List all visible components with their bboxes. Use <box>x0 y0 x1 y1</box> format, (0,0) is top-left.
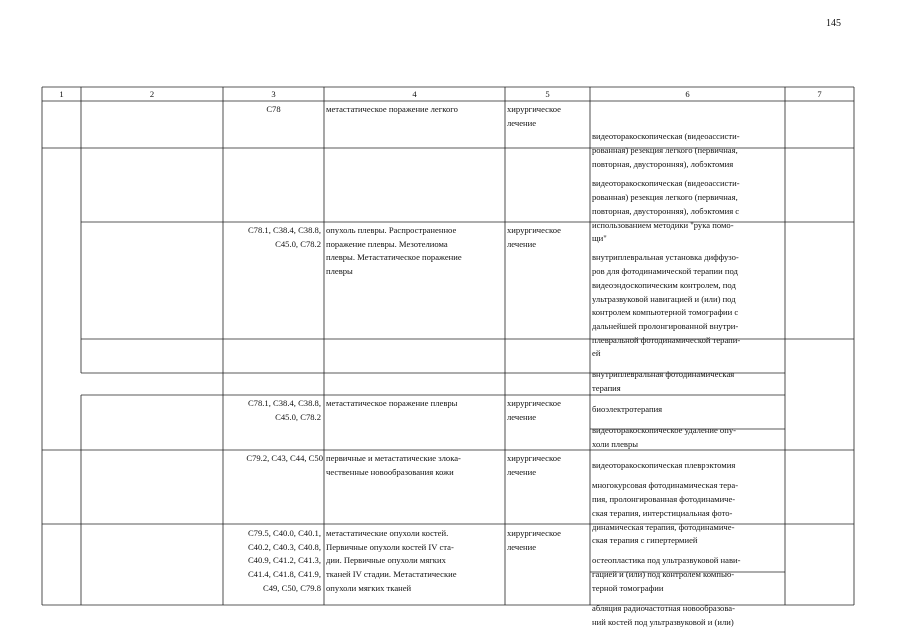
row-2-method-2: внутриплевральная фотодинамическая терапия <box>592 369 735 394</box>
row-4-diagnosis: первичные и метастатические злока- чественные новообразования кожи <box>326 453 461 477</box>
row-1-method-1: видеоторакоскопическая (видеоассисти- рованная) резекция легкого (первичная, повторная, двусторонняя), лобэктомия <box>592 131 740 169</box>
row-2-treatment: хирургическое лечение <box>507 225 561 249</box>
column-header-2: 2 <box>149 89 155 99</box>
row-1-treatment: хирургическое лечение <box>507 104 561 128</box>
row-3-codes: C78.1, C38.4, C38.8, C45.0, C78.2 <box>247 398 321 422</box>
row-2-method-1: внутриплевральная установка диффузо- ров для фотодинамической терапии под видеоэндоскопическим контролем, под ультразвуковой навигацией и (или) под контролем компьютерной томографии с дальнейшей пролонгированной внутри- плевральной фотодинамической терапи- ей <box>592 252 741 359</box>
row-3-method-2: видеоторакоскопическая плеврэктомия <box>592 460 736 471</box>
row-5-method-2: абляция радиочастотная новообразова- ний костей под ультразвуковой и (или) <box>592 603 735 628</box>
row-1-method-2: видеоторакоскопическая (видеоассисти- рованная) резекция легкого (первичная, повторная, двусторонняя), лобэктомия с использованием методики "рука помо- щи" <box>592 178 740 244</box>
column-header-5: 5 <box>545 89 550 99</box>
row-1-codes: C78 <box>266 104 281 114</box>
column-header-6: 6 <box>685 89 690 99</box>
row-3-treatment: хирургическое лечение <box>507 398 561 422</box>
row-5-treatment: хирургическое лечение <box>507 528 561 552</box>
row-5-diagnosis: метастатические опухоли костей. Первичные опухоли костей IV ста- дии. Первичные опухоли мягких тканей IV стадии. Метастатические опухоли мягких тканей <box>326 528 457 593</box>
row-5-codes: C79.5, C40.0, C40.1, C40.2, C40.3, C40.8, C40.9, C41.2, C41.3, C41.4, C41.8, C41.9, C49, C50, C79.8 <box>247 528 321 593</box>
row-3-method-1: видеоторакоскопическое удаление опу- холи плевры <box>592 425 736 450</box>
column-header-1: 1 <box>59 89 64 99</box>
row-3-diagnosis: метастатическое поражение плевры <box>326 398 458 408</box>
page-number: 145 <box>826 18 841 29</box>
row-5-method-1: остеопластика под ультразвуковой нави- гацией и (или) под контролем компью- терной томографии <box>592 555 741 593</box>
row-2-method-3: биоэлектротерапия <box>592 404 663 415</box>
row-4-method-1: многокурсовая фотодинамическая тера- пия, пролонгированная фотодинамиче- ская терапия, интерстициальная фото- динамическая терапия, фотодинамиче- ская терапия с гипертермией <box>592 480 739 546</box>
column-header-4: 4 <box>412 89 417 99</box>
row-2-codes: C78.1, C38.4, C38.8, C45.0, C78.2 <box>247 225 321 249</box>
row-1-diagnosis: метастатическое поражение легкого <box>326 104 458 114</box>
row-4-codes: C79.2, C43, C44, C50 <box>246 453 323 463</box>
row-4-treatment: хирургическое лечение <box>507 453 561 477</box>
column-header-3: 3 <box>271 89 276 99</box>
row-2-diagnosis: опухоль плевры. Распространенное поражение плевры. Мезотелиома плевры. Метастатическое поражение плевры <box>326 225 462 277</box>
column-header-7: 7 <box>817 89 822 99</box>
